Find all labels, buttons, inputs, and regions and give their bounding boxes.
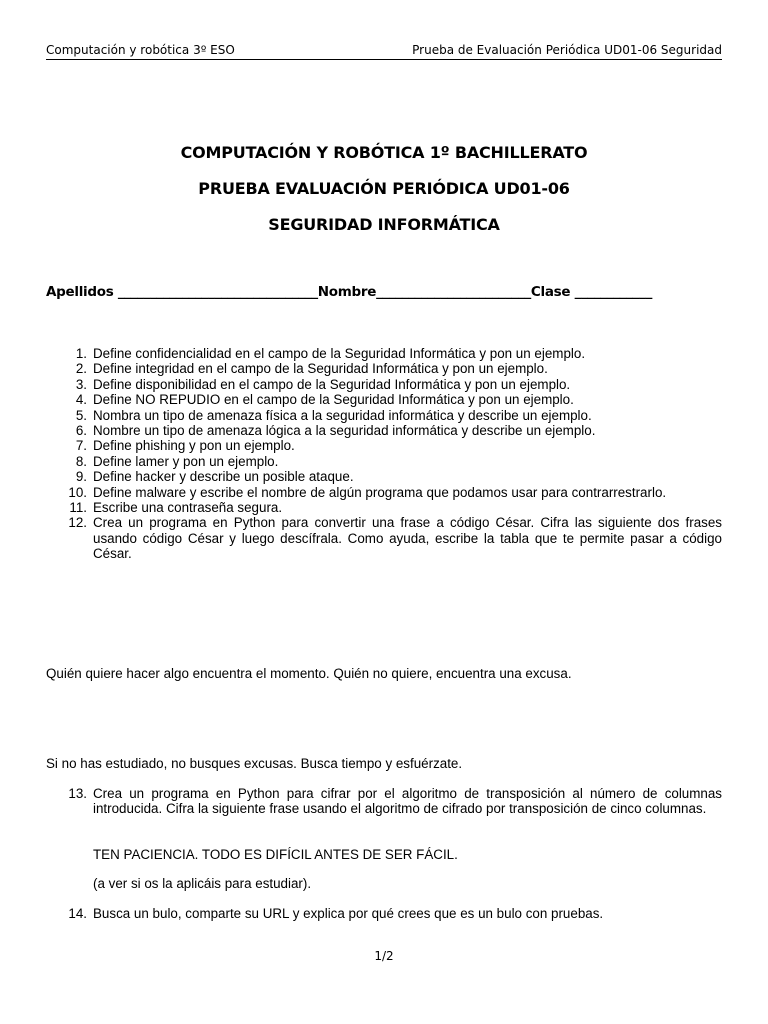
question-number: 13. [68, 786, 87, 801]
question-item [46, 500, 722, 515]
question-item [46, 515, 722, 561]
quote-one: Quién quiere hacer algo encuentra el momento. Quién no quiere, encuentra una excusa. [46, 666, 572, 681]
question-item [46, 377, 722, 392]
question-text: Nombra un tipo de amenaza física a la seguridad informática y describe un ejemplo. [93, 407, 592, 423]
question-item [46, 906, 722, 921]
question-text: Define confidencialidad en el campo de la Seguridad Informática y pon un ejemplo. [93, 346, 586, 361]
header-course: Computación y robótica 3º ESO [46, 43, 235, 57]
question-text: Escribe una contraseña segura. [93, 500, 283, 516]
question-text: Define hacker y describe un posible ataque. [93, 469, 354, 485]
question-text: Define NO REPUDIO en el campo de la Seguridad Informática y pon un ejemplo. [93, 392, 574, 408]
question-number: 5. [75, 407, 87, 423]
question-number: 1. [75, 346, 87, 361]
question-number: 7. [75, 438, 87, 454]
question-text: Define phishing y pon un ejemplo. [93, 438, 295, 454]
title-course: COMPUTACIÓN Y ROBÓTICA 1º BACHILLERATO [180, 143, 588, 162]
question-number: 8. [75, 453, 87, 469]
question-item [46, 786, 722, 817]
page-header [46, 43, 722, 60]
question-text: Define disponibilidad en el campo de la Seguridad Informática y pon un ejemplo. [93, 376, 571, 392]
question-text: Crea un programa en Python para cifrar por el algoritmo de transposición al número de columnas introducida. Cifra la siguiente frase usando el algoritmo de cifrado por transposición de cinco columnas. [93, 786, 722, 817]
question-item [46, 469, 722, 484]
question-list-continued [46, 786, 722, 817]
question-list [46, 346, 722, 562]
question-number: 9. [75, 469, 87, 485]
title-subject: SEGURIDAD INFORMÁTICA [268, 215, 500, 234]
question-number: 4. [75, 392, 87, 408]
question-text: Define integridad en el campo de la Seguridad Informática y pon un ejemplo. [93, 361, 548, 377]
question-number: 11. [69, 500, 87, 516]
question-item [46, 361, 722, 376]
question-number: 10. [68, 484, 87, 500]
question-item [46, 423, 722, 438]
header-exam-title: Prueba de Evaluación Periódica UD01-06 Seguridad [412, 43, 722, 57]
question-item [46, 438, 722, 453]
question-number: 3. [75, 376, 87, 392]
quote-two: Si no has estudiado, no busques excusas. Busca tiempo y esfuérzate. [46, 756, 463, 771]
student-fields: Apellidos _______________________________Nombre________________________Clase ____________ [46, 284, 653, 300]
question-text: Busca un bulo, comparte su URL y explica por qué crees que es un bulo con pruebas. [93, 906, 604, 921]
question-number: 2. [75, 361, 87, 377]
question-text: Crea un programa en Python para convertir una frase a código César. Cifra las siguiente dos frases usando código César y luego descífrala. Como ayuda, escribe la tabla que te permite pasar a código César. [93, 515, 722, 562]
question-number: 6. [75, 423, 87, 439]
question-text: Define lamer y pon un ejemplo. [93, 453, 279, 469]
question-item [46, 454, 722, 469]
question-item [46, 392, 722, 407]
question-number: 14. [68, 906, 87, 921]
question-number: 12. [68, 515, 87, 531]
question-item [46, 485, 722, 500]
question-text: Nombre un tipo de amenaza lógica a la seguridad informática y describe un ejemplo. [93, 423, 596, 439]
question-text: Define malware y escribe el nombre de algún programa que podamos usar para contrarrestrarlo. [93, 484, 667, 500]
page-number: 1/2 [374, 949, 394, 963]
question-item [46, 408, 722, 423]
question-list-final [46, 906, 722, 921]
cipher-phrase: TEN PACIENCIA. TODO ES DIFÍCIL ANTES DE SER FÁCIL. [93, 847, 458, 862]
title-exam: PRUEBA EVALUACIÓN PERIÓDICA UD01-06 [198, 179, 570, 198]
question-item [46, 346, 722, 361]
cipher-note: (a ver si os la aplicáis para estudiar). [93, 876, 312, 891]
